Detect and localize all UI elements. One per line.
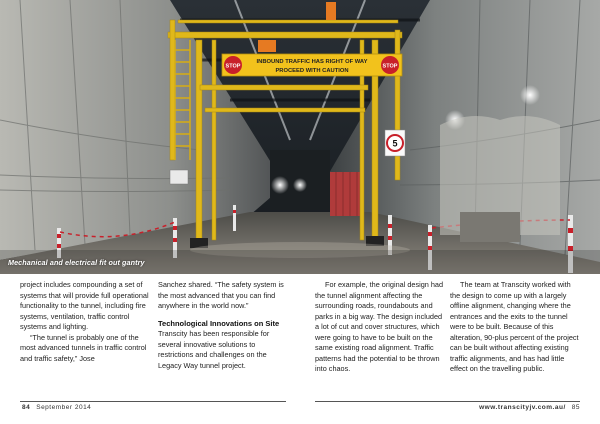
svg-text:5: 5 [392,138,398,149]
paragraph: Transcity has been responsible for several innovative solutions to restrictions and challenges on the Legacy Way tunnel project. [158,329,270,370]
footer-rule-right [315,401,580,402]
website-url[interactable]: www.transcityjv.com.au/ [479,404,566,411]
footer-left [22,404,91,411]
photo-caption: Mechanical and electrical fit out gantry [8,258,145,267]
svg-text:STOP: STOP [382,63,398,70]
footer-rule-left [20,401,286,402]
footer-right [479,404,580,411]
page-number-left: 84 [22,404,31,411]
paragraph: The team at Transcity worked with the design to come up with a largely offline alignment, changing where the entrances and the exits to the tunnel were to be built. Because of this alteration, 90-plus percent of the project can be built without affecting existing traffic alignments, and has had little effect on the travelling public. [450,280,579,373]
article-column-3 [315,280,445,375]
sign-line-2: PROCEED WITH CAUTION [275,68,349,74]
speed-limit-sign-icon [385,130,405,156]
article-column-2 [158,280,288,371]
paragraph: For example, the original design had the tunnel alignment affecting the surrounding roads, roundabouts and parks in a big way. The design included a lot of cut and cover structures, which were going to have to be built on the same existing road alignment. Traffic patterns had the potential to be thrown into chaos. [315,280,444,373]
paragraph: project includes compounding a set of systems that will provide full operational functionality to the tunnel, including fire systems, ventilation, traffic control systems and lighting. [20,280,149,331]
stop-sign-left-icon [224,56,242,74]
issue-date: September 2014 [36,404,92,411]
article-column-1 [20,280,150,364]
paragraph: Sanchez shared. “The safety system is the most advanced that you can find anywhere in the world now.” [158,280,284,310]
paragraph: “The tunnel is probably one of the most advanced tunnels in traffic control and traffic safety,” Jose [20,332,147,363]
section-heading: Technological Innovations on Site [158,318,280,328]
svg-text:STOP: STOP [225,63,241,70]
stop-sign-right-icon [381,56,399,74]
sign-line-1: INBOUND TRAFFIC HAS RIGHT OF WAY [256,59,368,65]
article-column-4 [450,280,580,375]
page-number-right: 85 [571,404,580,411]
